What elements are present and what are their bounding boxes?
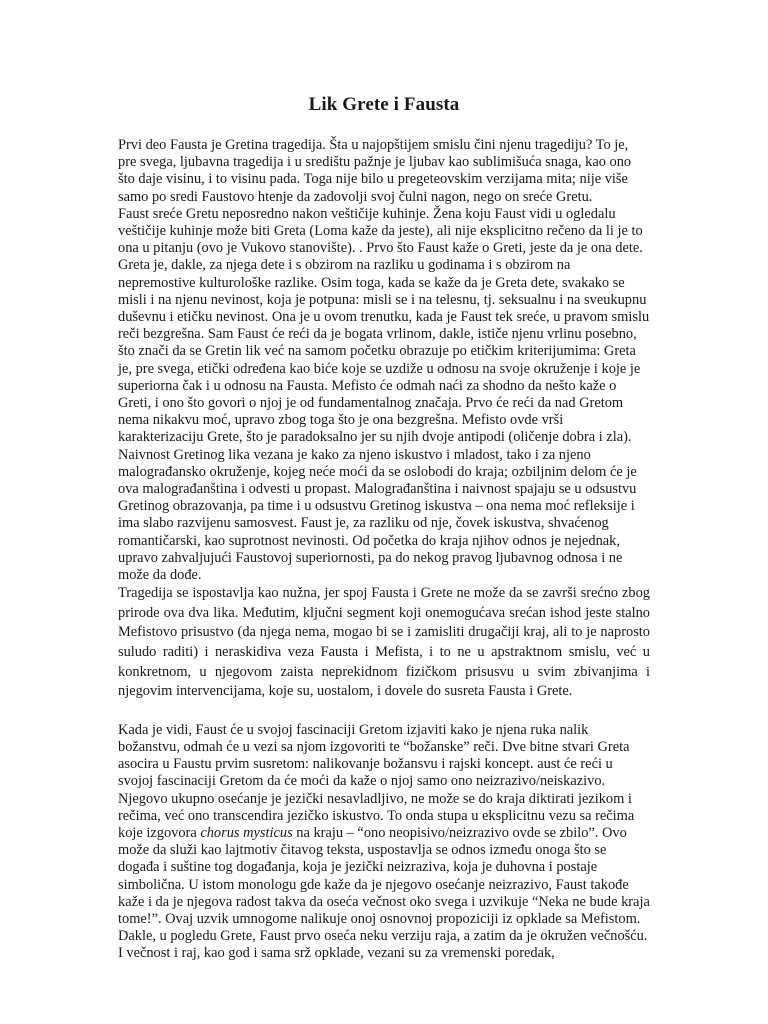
paragraph-divine (118, 722, 650, 963)
paragraph-divine-continuation: na kraju – “ono neopisivo/neizrazivo ovde se zbilo”. Ovo može da služi kao lajtmotiv čitavog teksta, uspostavlja se odnos između onoga što se događa i suštine tog događanja, koja je jezički neizraziva, koja je duhovna i postaje simbolična. U istom monologu gde kaže da je njegovo osećanje neizrazivo, Faust takođe kaže i da je njegova radost takva da oseća večnost oko svega i uzvikuje “Neka ne bude kraja tome!”. Ovaj uzvik umnogome nalikuje onoj osnovnoj propoziciji iz opklade sa Mefistom. Dakle, u pogledu Grete, Faust prvo oseća neku verziju raja, a zatim da je okružen večnošću. I večnost i raj, kao god i sama srž opklade, vezani su za vremenski poredak, (118, 825, 650, 962)
paragraph-divine-text: Kada je vidi, Faust će u svojoj fascinaciji Gretom izjaviti kako je njena ruka nalik božanstvu, odmah će u vezi sa njom izgovoriti te “božanske” reči. Dve bitne stvari Greta asocira u Faustu prvim susretom: nalikovanje božansvu i rajski koncept. aust će reći u svojoj fascinaciji Gretom da će moći da kaže o njoj samo ono neizrazivo/neiskazivo. Njegovo ukupno osećanje je jezički nesavladljivo, ne može se do kraja diktirati jezikom i rečima, već ono transcendira jezičko iskustvo. To onda stupa u eksplicitnu vezu sa rečima koje izgovora (118, 721, 635, 842)
document-title: Lik Grete i Fausta (308, 94, 460, 115)
italic-phrase: chorus mysticus (200, 825, 293, 842)
paragraph-meeting: Faust sreće Gretu neposredno nakon veštičije kuhinje. Ženа koju Faust vidi u ogledalu veštičije kuhinje može biti Greta (Loma kaže da jeste), ali nije eksplicitno rečeno da li je to ona u pitanju (ovo je Vukovo stanovište). . Prvo što Faust kaže o Greti, jeste da je ona dete. Greta je, dakle, za njega dete i s obzirom na razliku u godinama i s obzirom na nepremostive kulturološke razlike. Osim toga, kada se kaže da je Greta dete, svakako se misli i na njenu nevinost, koja je potpuna: misli se i na telesnu, tj. seksualnu i na sveukupnu duševnu i etičku nevinost. Ona je u ovom trenutku, kada je Faust tek sreće, u pravom smislu reči bezgrešna. Sam Faust će reći da je bogata vrlinom, dakle, ističe njenu vrlinu posebno, što znači da se Gretin lik već na samom početku obrazuje po etičkim kriterijumima: Greta je, pre svega, etički određena kao biće koje se uzdiže u odnosu na svoje okruženje i koje je superiorna čak i u odnosu na Fausta. Mefisto će odmah naći za shodno da nešto kaže o Greti, i ono što govori o njoj je od fundamentalnog značaja. Prvo će reći da nad Gretom nema nikakvu moć, upravo zbog toga što je ona bezgrešna. Mefisto ovde vrši karakterizaciju Grete, što je paradoksalno jer su njih dvoje antipodi (oličenje dobra i zla). (118, 205, 650, 446)
paragraph-naivety: Naivnost Gretinog lika vezana je kako za njeno iskustvo i mladost, tako i za njeno malograđansko okruženje, kojeg neće moći da se oslobodi do kraja; ozbiljnim delom će je ova malograđanština i odvesti u propast. Malograđanština i naivnost spajaju se u odsustvu Gretinog obrazovanja, pa time i u odsustvu Gretinog iskustva – ona nema moć refleksije i ima slabo razvijenu samosvest. Faust je, za razliku od nje, čovek iskustva, shvaćenog romantičarski, kao suprotnost nevinosti. Od početka do kraja njihov odnos je nejednak, upravo zahvaljujući Faustovoj superiornosti, pa do nekog pravog ljubavnog odnosa i ne može da dođe. (118, 446, 637, 584)
paragraph-intro: Prvi deo Fausta je Gretina tragedija. Šta u najopštijem smislu čini njenu tragediju? To je, pre svega, ljubavna tragedija i u središtu pažnje je ljubav kao sublimišuća snaga, kao ono što daje visinu, i to visinu pada. Toga nije bilo u pregeteovskim verzijama mita; nije više samo po sredi Faustovo htenje da zadovolji svoj čulni nagon, nego on sreće Gretu. (118, 137, 632, 205)
paragraph-tragedy: Tragedija se ispostavlja kao nužna, jer spoj Fausta i Grete ne može da se završi srećno zbog prirode ova dva lika. Međutim, ključni segment koji onemogućava srećan ishod jeste stalno Mefistovo prisustvo (da njega nema, mogao bi se i zamisliti drugačiji kraj, ali to je naprosto suludo raditi) i neraskidiva veza Fausta i Mefista, i to ne u apstraktnom smislu, već u konkretnom, u njegovom zaista neprekidnom fizičkom prisusvu u svim zbivanjima i njegovim intervencijama, koje su, uostalom, i dovele do susreta Fausta i Grete. (118, 585, 650, 700)
